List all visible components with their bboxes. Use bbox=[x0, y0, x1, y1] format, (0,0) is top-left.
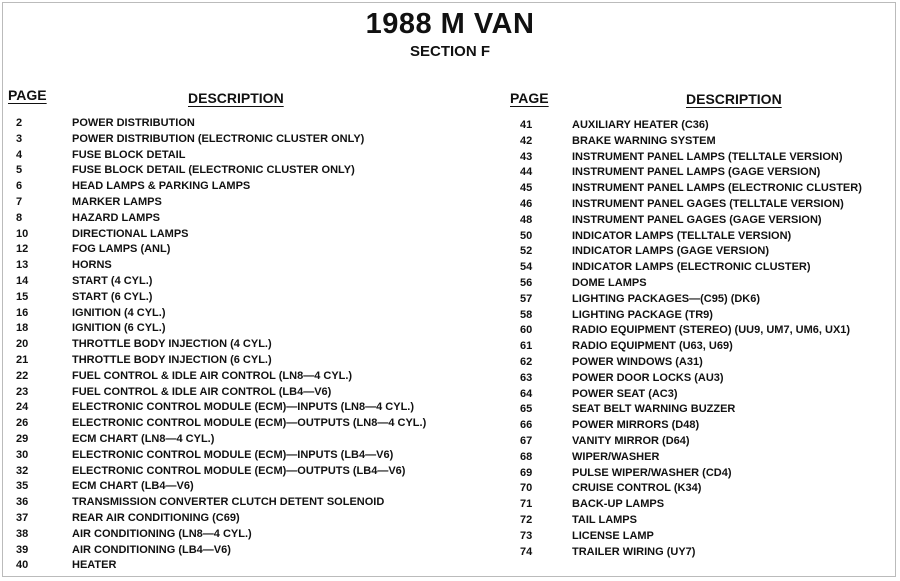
toc-description: MARKER LAMPS bbox=[72, 196, 162, 208]
toc-description: POWER DISTRIBUTION bbox=[72, 117, 195, 129]
toc-page-number: 8 bbox=[16, 211, 23, 224]
toc-description: AIR CONDITIONING (LB4—V6) bbox=[72, 543, 231, 556]
toc-description: HAZARD LAMPS bbox=[72, 211, 160, 224]
toc-page-number: 54 bbox=[520, 261, 533, 274]
toc-entry bbox=[0, 194, 470, 210]
toc-description: BACK-UP LAMPS bbox=[572, 498, 665, 511]
toc-page-number: 5 bbox=[16, 164, 23, 177]
toc-page-number: 41 bbox=[520, 119, 533, 131]
toc-description: FUSE BLOCK DETAIL (ELECTRONIC CLUSTER ONLY) bbox=[72, 164, 355, 177]
toc-description: INSTRUMENT PANEL GAGES (TELLTALE VERSION) bbox=[572, 198, 844, 210]
toc-page-number: 45 bbox=[520, 182, 533, 195]
toc-entry bbox=[0, 447, 470, 463]
toc-entry bbox=[0, 415, 470, 431]
toc-entry bbox=[0, 162, 470, 178]
left-description-header: DESCRIPTION bbox=[188, 90, 284, 106]
toc-page-number: 12 bbox=[16, 243, 29, 256]
toc-description: INSTRUMENT PANEL LAMPS (TELLTALE VERSION) bbox=[572, 150, 843, 163]
toc-description: THROTTLE BODY INJECTION (4 CYL.) bbox=[72, 338, 272, 351]
toc-entry bbox=[500, 322, 896, 338]
toc-page-number: 74 bbox=[520, 545, 533, 558]
toc-page-number: 26 bbox=[16, 417, 29, 430]
toc-entry bbox=[0, 478, 470, 494]
toc-page-number: 10 bbox=[16, 227, 29, 240]
toc-entry bbox=[500, 386, 896, 402]
toc-description: HORNS bbox=[72, 259, 112, 272]
toc-description: CRUISE CONTROL (K34) bbox=[572, 482, 702, 495]
toc-entry bbox=[0, 115, 470, 131]
toc-page-number: 62 bbox=[520, 356, 533, 368]
toc-page-number: 56 bbox=[520, 277, 533, 289]
toc-page-number: 37 bbox=[16, 512, 29, 524]
toc-entry bbox=[500, 449, 896, 465]
toc-entry bbox=[500, 196, 896, 212]
toc-description: AIR CONDITIONING (LN8—4 CYL.) bbox=[72, 527, 252, 540]
toc-entry bbox=[0, 210, 470, 226]
toc-page-number: 61 bbox=[520, 340, 533, 353]
toc-page-number: 39 bbox=[16, 543, 29, 556]
toc-entry bbox=[0, 257, 470, 273]
toc-description: INDICATOR LAMPS (GAGE VERSION) bbox=[572, 245, 769, 258]
toc-entry bbox=[0, 178, 470, 194]
toc-description: LICENSE LAMP bbox=[572, 529, 654, 542]
toc-page-number: 43 bbox=[520, 150, 533, 163]
toc-description: POWER WINDOWS (A31) bbox=[572, 356, 703, 368]
toc-entry bbox=[500, 496, 896, 512]
toc-entry bbox=[0, 368, 470, 384]
toc-entry bbox=[0, 526, 470, 542]
toc-entry bbox=[0, 399, 470, 415]
toc-entry bbox=[0, 384, 470, 400]
toc-entry bbox=[500, 149, 896, 165]
toc-entry bbox=[0, 273, 470, 289]
toc-entry bbox=[500, 307, 896, 323]
left-toc-column bbox=[0, 115, 470, 581]
toc-entry bbox=[500, 259, 896, 275]
toc-description: INSTRUMENT PANEL LAMPS (GAGE VERSION) bbox=[572, 166, 821, 179]
toc-entry bbox=[0, 557, 470, 573]
toc-description: LIGHTING PACKAGES—(C95) (DK6) bbox=[572, 292, 761, 305]
toc-entry bbox=[0, 226, 470, 242]
toc-description: FOG LAMPS (ANL) bbox=[72, 243, 171, 256]
toc-description: DOME LAMPS bbox=[572, 277, 647, 289]
toc-page-number: 14 bbox=[16, 275, 29, 287]
toc-entry bbox=[500, 212, 896, 228]
toc-entry bbox=[0, 352, 470, 368]
toc-entry bbox=[0, 336, 470, 352]
toc-page-number: 16 bbox=[16, 306, 29, 319]
toc-entry bbox=[500, 544, 896, 560]
toc-entry bbox=[500, 465, 896, 481]
toc-description: ELECTRONIC CONTROL MODULE (ECM)—INPUTS (LB4—V6) bbox=[72, 448, 394, 461]
toc-page-number: 22 bbox=[16, 369, 29, 382]
toc-page-number: 13 bbox=[16, 259, 29, 272]
toc-description: START (4 CYL.) bbox=[72, 275, 153, 287]
toc-entry bbox=[0, 510, 470, 526]
right-description-header: DESCRIPTION bbox=[686, 91, 782, 107]
toc-page-number: 7 bbox=[16, 196, 23, 208]
toc-description: INDICATOR LAMPS (TELLTALE VERSION) bbox=[572, 229, 792, 242]
toc-entry bbox=[0, 320, 470, 336]
toc-page-number: 36 bbox=[16, 496, 29, 509]
section-subtitle: SECTION F bbox=[409, 43, 490, 60]
toc-entry bbox=[0, 305, 470, 321]
toc-entry bbox=[500, 480, 896, 496]
toc-description: INSTRUMENT PANEL GAGES (GAGE VERSION) bbox=[572, 213, 822, 226]
toc-description: FUSE BLOCK DETAIL bbox=[72, 148, 186, 161]
toc-entry bbox=[500, 164, 896, 180]
toc-page-number: 64 bbox=[520, 387, 533, 400]
toc-description: HEATER bbox=[72, 559, 117, 572]
toc-entry bbox=[500, 370, 896, 386]
toc-description: POWER MIRRORS (D48) bbox=[572, 419, 700, 432]
toc-page-number: 29 bbox=[16, 433, 29, 445]
toc-entry bbox=[500, 338, 896, 354]
toc-description: TRANSMISSION CONVERTER CLUTCH DETENT SOLENOID bbox=[72, 496, 385, 509]
toc-page-number: 66 bbox=[520, 419, 533, 432]
toc-page-number: 70 bbox=[520, 482, 533, 495]
toc-description: THROTTLE BODY INJECTION (6 CYL.) bbox=[72, 354, 272, 366]
toc-page-number: 44 bbox=[520, 166, 533, 179]
toc-description: ELECTRONIC CONTROL MODULE (ECM)—OUTPUTS (LB4—V6) bbox=[72, 464, 406, 477]
toc-entry bbox=[500, 354, 896, 370]
toc-page-number: 42 bbox=[520, 134, 533, 147]
toc-page-number: 20 bbox=[16, 338, 29, 351]
right-page-header: PAGE bbox=[510, 90, 549, 106]
toc-description: ELECTRONIC CONTROL MODULE (ECM)—INPUTS (LN8—4 CYL.) bbox=[72, 401, 415, 414]
toc-description: REAR AIR CONDITIONING (C69) bbox=[72, 512, 240, 524]
toc-page-number: 68 bbox=[520, 450, 533, 463]
toc-description: INDICATOR LAMPS (ELECTRONIC CLUSTER) bbox=[572, 261, 811, 274]
toc-description: ECM CHART (LB4—V6) bbox=[72, 480, 194, 493]
toc-page-number: 35 bbox=[16, 480, 29, 493]
toc-page-number: 46 bbox=[520, 198, 533, 210]
toc-description: POWER DISTRIBUTION (ELECTRONIC CLUSTER ONLY) bbox=[72, 132, 365, 145]
toc-description: ELECTRONIC CONTROL MODULE (ECM)—OUTPUTS (LN8—4 CYL.) bbox=[72, 417, 427, 430]
toc-page-number: 69 bbox=[520, 466, 533, 479]
toc-entry bbox=[500, 417, 896, 433]
toc-page-number: 30 bbox=[16, 448, 29, 461]
toc-description: IGNITION (6 CYL.) bbox=[72, 322, 166, 335]
toc-entry bbox=[0, 431, 470, 447]
toc-description: START (6 CYL.) bbox=[72, 290, 153, 303]
toc-description: VANITY MIRROR (D64) bbox=[572, 435, 690, 447]
toc-description: INSTRUMENT PANEL LAMPS (ELECTRONIC CLUSTER) bbox=[572, 182, 862, 195]
toc-page-number: 65 bbox=[520, 403, 533, 416]
toc-page-number: 4 bbox=[16, 148, 23, 161]
toc-page-number: 24 bbox=[16, 401, 29, 414]
toc-entry bbox=[500, 528, 896, 544]
toc-entry bbox=[0, 241, 470, 257]
toc-entry bbox=[0, 463, 470, 479]
toc-description: TRAILER WIRING (UY7) bbox=[572, 545, 696, 558]
toc-entry bbox=[500, 133, 896, 149]
toc-entry bbox=[500, 401, 896, 417]
left-page-header: PAGE bbox=[8, 87, 47, 103]
toc-entry bbox=[500, 180, 896, 196]
toc-page-number: 6 bbox=[16, 180, 23, 193]
toc-description: RADIO EQUIPMENT (STEREO) (UU9, UM7, UM6, UX1) bbox=[572, 324, 851, 337]
toc-page-number: 72 bbox=[520, 514, 533, 526]
toc-description: IGNITION (4 CYL.) bbox=[72, 306, 166, 319]
toc-page-number: 48 bbox=[520, 213, 533, 226]
toc-page-number: 52 bbox=[520, 245, 533, 258]
toc-entry bbox=[0, 542, 470, 558]
toc-page-number: 67 bbox=[520, 435, 533, 447]
toc-description: ECM CHART (LN8—4 CYL.) bbox=[72, 433, 215, 445]
toc-description: WIPER/WASHER bbox=[572, 450, 660, 463]
toc-entry bbox=[500, 275, 896, 291]
toc-page-number: 71 bbox=[520, 498, 533, 511]
toc-entry bbox=[500, 228, 896, 244]
toc-description: HEAD LAMPS & PARKING LAMPS bbox=[72, 180, 251, 193]
toc-description: DIRECTIONAL LAMPS bbox=[72, 227, 189, 240]
toc-description: BRAKE WARNING SYSTEM bbox=[572, 134, 716, 147]
toc-description: POWER SEAT (AC3) bbox=[572, 387, 678, 400]
toc-page-number: 60 bbox=[520, 324, 533, 337]
toc-description: PULSE WIPER/WASHER (CD4) bbox=[572, 466, 732, 479]
toc-page-number: 63 bbox=[520, 371, 533, 384]
toc-entry bbox=[0, 147, 470, 163]
toc-description: AUXILIARY HEATER (C36) bbox=[572, 119, 709, 131]
toc-entry bbox=[0, 494, 470, 510]
toc-entry bbox=[0, 289, 470, 305]
toc-page-number: 18 bbox=[16, 322, 29, 335]
toc-description: FUEL CONTROL & IDLE AIR CONTROL (LN8—4 CYL.) bbox=[72, 369, 353, 382]
toc-description: RADIO EQUIPMENT (U63, U69) bbox=[572, 340, 733, 353]
toc-description: POWER DOOR LOCKS (AU3) bbox=[572, 371, 724, 384]
toc-description: FUEL CONTROL & IDLE AIR CONTROL (LB4—V6) bbox=[72, 385, 332, 398]
toc-page-number: 32 bbox=[16, 464, 29, 477]
toc-entry bbox=[500, 117, 896, 133]
toc-entry bbox=[0, 131, 470, 147]
toc-entry bbox=[500, 291, 896, 307]
toc-page-number: 15 bbox=[16, 290, 29, 303]
toc-description: SEAT BELT WARNING BUZZER bbox=[572, 403, 736, 416]
toc-page-number: 2 bbox=[16, 117, 23, 129]
toc-entry bbox=[500, 243, 896, 259]
toc-page-number: 40 bbox=[16, 559, 29, 572]
toc-page-number: 58 bbox=[520, 308, 533, 321]
toc-page-number: 38 bbox=[16, 527, 29, 540]
toc-page-number: 23 bbox=[16, 385, 29, 398]
toc-entry bbox=[500, 512, 896, 528]
page-title: 1988 M VAN bbox=[365, 8, 535, 40]
toc-page-number: 21 bbox=[16, 354, 29, 366]
toc-description: TAIL LAMPS bbox=[572, 514, 637, 526]
toc-page-number: 57 bbox=[520, 292, 533, 305]
toc-page-number: 73 bbox=[520, 529, 533, 542]
toc-entry bbox=[500, 433, 896, 449]
toc-page-number: 50 bbox=[520, 229, 533, 242]
toc-description: LIGHTING PACKAGE (TR9) bbox=[572, 308, 713, 321]
toc-page-number: 3 bbox=[16, 132, 23, 145]
right-toc-column bbox=[500, 117, 896, 577]
